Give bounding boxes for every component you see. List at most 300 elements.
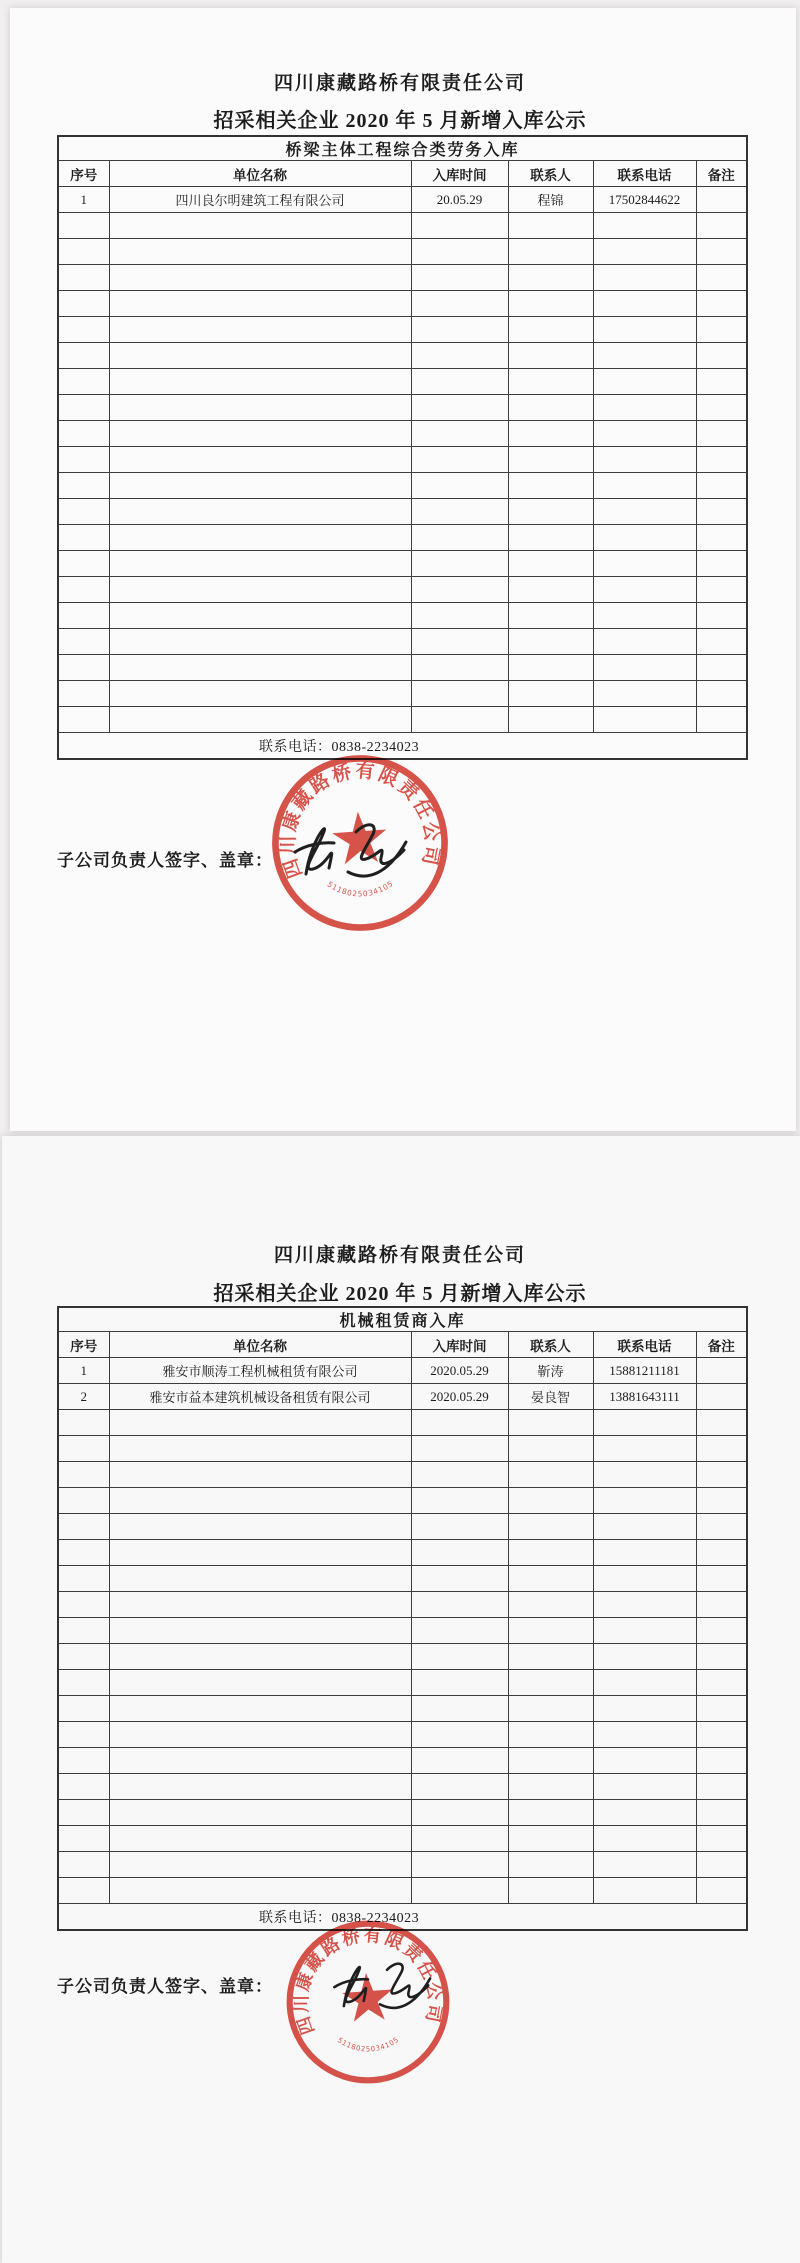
empty-table-row	[58, 447, 747, 473]
table-cell	[508, 551, 593, 577]
table-cell	[109, 265, 411, 291]
table-cell	[696, 395, 747, 421]
table-cell	[696, 473, 747, 499]
table-cell	[593, 1852, 696, 1878]
table-cell	[508, 213, 593, 239]
table-cell	[411, 499, 508, 525]
table-cell	[696, 1644, 747, 1670]
table-cell	[508, 317, 593, 343]
table-cell	[411, 265, 508, 291]
table-cell: 雅安市益本建筑机械设备租赁有限公司	[109, 1384, 411, 1410]
table-cell	[593, 1618, 696, 1644]
table-cell	[508, 395, 593, 421]
column-header: 入库时间	[411, 1332, 508, 1358]
table-cell	[696, 1488, 747, 1514]
table-cell	[411, 1566, 508, 1592]
table-cell	[58, 707, 109, 733]
table-cell	[411, 1410, 508, 1436]
empty-table-row	[58, 1462, 747, 1488]
svg-text:5118025034105	[336, 2031, 402, 2055]
signature-label: 子公司负责人签字、盖章：	[57, 851, 273, 870]
table-cell	[593, 1800, 696, 1826]
table-cell	[696, 447, 747, 473]
table-cell: 2020.05.29	[411, 1358, 508, 1384]
table-cell	[58, 655, 109, 681]
table-cell	[109, 707, 411, 733]
table-cell	[508, 1696, 593, 1722]
table-cell	[508, 603, 593, 629]
empty-table-row	[58, 1852, 747, 1878]
table-cell	[411, 1852, 508, 1878]
table-row	[58, 1384, 747, 1410]
table-cell	[411, 1800, 508, 1826]
table-cell	[411, 369, 508, 395]
table-cell	[109, 317, 411, 343]
table-cell	[593, 1540, 696, 1566]
table-cell	[508, 1540, 593, 1566]
empty-table-row	[58, 1566, 747, 1592]
table-cell: 晏良智	[508, 1384, 593, 1410]
table-cell	[696, 577, 747, 603]
table-cell	[696, 551, 747, 577]
empty-table-row	[58, 1826, 747, 1852]
table-cell	[58, 1670, 109, 1696]
table-cell	[411, 1462, 508, 1488]
table-cell	[508, 1670, 593, 1696]
table-cell	[696, 1852, 747, 1878]
table-cell	[508, 499, 593, 525]
table-cell	[411, 1670, 508, 1696]
table-cell: 13881643111	[593, 1384, 696, 1410]
table-cell	[593, 681, 696, 707]
table-cell	[696, 239, 747, 265]
table-cell	[696, 291, 747, 317]
column-header: 备注	[696, 161, 747, 187]
table-cell	[411, 1748, 508, 1774]
table-cell	[508, 1878, 593, 1904]
table-cell	[109, 1436, 411, 1462]
table-cell	[593, 317, 696, 343]
handwritten-signature	[276, 808, 421, 898]
table-cell	[696, 603, 747, 629]
table-cell	[58, 1436, 109, 1462]
table-cell	[593, 577, 696, 603]
empty-table-row	[58, 343, 747, 369]
table-cell	[696, 421, 747, 447]
table-cell	[58, 499, 109, 525]
table-cell	[696, 1462, 747, 1488]
table-cell	[411, 291, 508, 317]
table-cell	[508, 265, 593, 291]
table-cell	[109, 1774, 411, 1800]
table-cell	[109, 1878, 411, 1904]
table-cell	[508, 1410, 593, 1436]
table-cell	[696, 1774, 747, 1800]
table-cell	[696, 499, 747, 525]
column-header: 备注	[696, 1332, 747, 1358]
empty-table-row	[58, 291, 747, 317]
table-cell	[58, 369, 109, 395]
table-cell	[508, 655, 593, 681]
empty-table-row	[58, 707, 747, 733]
table-cell	[58, 1410, 109, 1436]
page-title: 四川康藏路桥有限责任公司	[273, 73, 526, 94]
table-cell	[696, 1384, 747, 1410]
table-cell	[696, 265, 747, 291]
column-header: 联系电话	[593, 1332, 696, 1358]
table-cell	[696, 343, 747, 369]
table-cell	[411, 1826, 508, 1852]
labor-intake-table-wrap	[57, 135, 748, 760]
table-cell	[593, 291, 696, 317]
table-cell	[58, 1800, 109, 1826]
table-cell	[109, 1410, 411, 1436]
table-cell: 2	[58, 1384, 109, 1410]
table-cell	[109, 473, 411, 499]
empty-table-row	[58, 655, 747, 681]
table-cell	[109, 1670, 411, 1696]
table-cell	[411, 317, 508, 343]
table-cell	[593, 525, 696, 551]
table-cell	[696, 369, 747, 395]
table-cell	[593, 421, 696, 447]
table-cell: 1	[58, 1358, 109, 1384]
seal-serial-number: 5118025034105	[336, 2034, 401, 2054]
supplier-table	[57, 135, 748, 760]
table-cell	[411, 1514, 508, 1540]
empty-table-row	[58, 1644, 747, 1670]
table-cell	[593, 343, 696, 369]
table-cell	[58, 1748, 109, 1774]
table-cell: 2020.05.29	[411, 1384, 508, 1410]
table-cell	[696, 707, 747, 733]
table-cell	[696, 213, 747, 239]
table-cell	[696, 1358, 747, 1384]
table-cell	[58, 447, 109, 473]
table-cell	[58, 1592, 109, 1618]
table-cell	[109, 1566, 411, 1592]
table-cell	[58, 421, 109, 447]
column-header: 单位名称	[109, 1332, 411, 1358]
empty-table-row	[58, 1592, 747, 1618]
table-cell	[411, 1722, 508, 1748]
table-cell	[696, 1826, 747, 1852]
table-cell	[593, 603, 696, 629]
table-cell	[593, 1644, 696, 1670]
empty-table-row	[58, 629, 747, 655]
table-cell	[411, 681, 508, 707]
table-cell	[696, 1540, 747, 1566]
table-cell	[58, 1826, 109, 1852]
table-cell	[411, 577, 508, 603]
signature-label: 子公司负责人签字、盖章：	[57, 1977, 273, 1996]
empty-table-row	[58, 1618, 747, 1644]
table-cell	[109, 1800, 411, 1826]
empty-table-row	[58, 421, 747, 447]
table-cell	[109, 629, 411, 655]
table-cell	[109, 1592, 411, 1618]
table-cell	[411, 343, 508, 369]
table-cell	[593, 1748, 696, 1774]
column-header: 入库时间	[411, 161, 508, 187]
column-header: 单位名称	[109, 161, 411, 187]
table-cell	[411, 1540, 508, 1566]
table-cell	[508, 1774, 593, 1800]
table-cell	[58, 603, 109, 629]
table-cell	[696, 1878, 747, 1904]
table-cell	[411, 603, 508, 629]
table-cell	[696, 1514, 747, 1540]
column-header: 序号	[58, 161, 109, 187]
seal-serial-number: 5118025034105	[325, 878, 396, 899]
table-cell	[508, 1514, 593, 1540]
table-cell	[508, 525, 593, 551]
empty-table-row	[58, 551, 747, 577]
table-cell	[508, 343, 593, 369]
table-cell	[593, 1878, 696, 1904]
empty-table-row	[58, 317, 747, 343]
table-cell	[58, 1514, 109, 1540]
table-cell	[411, 551, 508, 577]
empty-table-row	[58, 1436, 747, 1462]
machinery-rental-table-wrap	[57, 1306, 748, 1931]
table-cell: 17502844622	[593, 187, 696, 213]
table-cell	[593, 1488, 696, 1514]
table-cell	[109, 1618, 411, 1644]
empty-table-row	[58, 1722, 747, 1748]
table-cell	[58, 629, 109, 655]
table-cell	[109, 213, 411, 239]
table-cell	[508, 369, 593, 395]
table-cell	[58, 1488, 109, 1514]
table-cell	[593, 1462, 696, 1488]
table-cell	[58, 1618, 109, 1644]
table-cell	[696, 1436, 747, 1462]
table-cell	[411, 1592, 508, 1618]
table-cell	[593, 447, 696, 473]
table-cell	[58, 473, 109, 499]
table-cell	[696, 1618, 747, 1644]
table-cell: 15881211181	[593, 1358, 696, 1384]
table-cell: 四川良尔明建筑工程有限公司	[109, 187, 411, 213]
table-cell	[58, 1540, 109, 1566]
empty-table-row	[58, 1800, 747, 1826]
table-cell	[58, 1722, 109, 1748]
table-cell	[508, 1488, 593, 1514]
table-cell	[593, 707, 696, 733]
table-cell: 雅安市顺涛工程机械租赁有限公司	[109, 1358, 411, 1384]
table-cell	[696, 681, 747, 707]
table-cell	[593, 395, 696, 421]
empty-table-row	[58, 239, 747, 265]
table-footer-note: 联系电话：0838-2234023	[58, 733, 747, 760]
table-cell	[508, 629, 593, 655]
page-subtitle: 招采相关企业 2020 年 5 月新增入库公示	[213, 1283, 587, 1305]
handwritten-signature	[318, 1948, 443, 2028]
table-cell	[58, 525, 109, 551]
table-cell	[696, 1592, 747, 1618]
empty-table-row	[58, 603, 747, 629]
empty-table-row	[58, 1696, 747, 1722]
table-cell	[508, 1618, 593, 1644]
empty-table-row	[58, 213, 747, 239]
table-cell	[58, 1462, 109, 1488]
table-cell	[411, 1878, 508, 1904]
table-cell	[593, 1826, 696, 1852]
table-cell	[696, 655, 747, 681]
table-footer-note: 联系电话：0838-2234023	[58, 1904, 747, 1931]
table-cell	[109, 369, 411, 395]
table-cell	[109, 1852, 411, 1878]
empty-table-row	[58, 473, 747, 499]
column-header: 联系电话	[593, 161, 696, 187]
table-cell	[58, 343, 109, 369]
table-cell	[411, 447, 508, 473]
table-cell	[58, 291, 109, 317]
table-cell	[593, 629, 696, 655]
table-cell: 程锦	[508, 187, 593, 213]
table-cell	[411, 213, 508, 239]
table-cell	[508, 1566, 593, 1592]
table-cell	[593, 551, 696, 577]
table-cell	[508, 1436, 593, 1462]
table-cell	[109, 499, 411, 525]
empty-table-row	[58, 577, 747, 603]
table-cell	[508, 1748, 593, 1774]
table-cell	[508, 291, 593, 317]
table-cell	[58, 577, 109, 603]
table-cell	[109, 291, 411, 317]
table-cell	[109, 395, 411, 421]
table-cell	[411, 707, 508, 733]
table-cell	[508, 1826, 593, 1852]
table-cell	[593, 1410, 696, 1436]
table-cell	[411, 421, 508, 447]
table-cell	[109, 525, 411, 551]
table-cell	[411, 629, 508, 655]
empty-table-row	[58, 1748, 747, 1774]
table-cell	[508, 421, 593, 447]
table-cell	[593, 473, 696, 499]
empty-table-row	[58, 1514, 747, 1540]
table-cell	[508, 1722, 593, 1748]
table-cell	[411, 1696, 508, 1722]
seal-ring-text: 四川康藏路桥有限责任公司	[278, 760, 443, 881]
table-cell	[593, 1436, 696, 1462]
table-cell	[508, 473, 593, 499]
table-cell	[411, 655, 508, 681]
page-subtitle: 招采相关企业 2020 年 5 月新增入库公示	[213, 110, 587, 132]
empty-table-row	[58, 395, 747, 421]
empty-table-row	[58, 1774, 747, 1800]
table-cell	[508, 1592, 593, 1618]
table-cell	[593, 655, 696, 681]
empty-table-row	[58, 1488, 747, 1514]
table-cell	[593, 1696, 696, 1722]
table-cell	[696, 629, 747, 655]
table-cell	[411, 525, 508, 551]
table-cell	[109, 551, 411, 577]
table-cell	[696, 1748, 747, 1774]
empty-table-row	[58, 525, 747, 551]
table-cell	[109, 343, 411, 369]
table-cell	[508, 1644, 593, 1670]
column-header: 序号	[58, 1332, 109, 1358]
page-title: 四川康藏路桥有限责任公司	[273, 1245, 526, 1266]
table-cell	[411, 473, 508, 499]
table-cell	[58, 265, 109, 291]
table-cell	[593, 369, 696, 395]
table-cell	[411, 395, 508, 421]
table-cell	[508, 447, 593, 473]
table-cell	[58, 239, 109, 265]
empty-table-row	[58, 1540, 747, 1566]
empty-table-row	[58, 1410, 747, 1436]
table-row	[58, 187, 747, 213]
table-cell	[696, 1722, 747, 1748]
table-cell	[696, 317, 747, 343]
table-cell	[411, 239, 508, 265]
supplier-table	[57, 1306, 748, 1931]
table-section-title: 桥梁主体工程综合类劳务入库	[58, 136, 747, 161]
table-cell	[58, 1878, 109, 1904]
table-cell	[109, 603, 411, 629]
table-cell	[109, 1722, 411, 1748]
table-cell	[696, 187, 747, 213]
table-cell	[109, 421, 411, 447]
table-cell	[109, 1514, 411, 1540]
table-cell	[411, 1618, 508, 1644]
table-cell	[593, 1722, 696, 1748]
table-cell	[58, 213, 109, 239]
column-header: 联系人	[508, 1332, 593, 1358]
table-cell	[58, 317, 109, 343]
table-cell	[109, 1488, 411, 1514]
seal-ring-text: 四川康藏路桥有限责任公司	[291, 1924, 446, 2038]
empty-table-row	[58, 265, 747, 291]
table-cell: 靳涛	[508, 1358, 593, 1384]
empty-table-row	[58, 681, 747, 707]
table-cell	[593, 499, 696, 525]
table-cell	[696, 1696, 747, 1722]
table-cell	[508, 1462, 593, 1488]
empty-table-row	[58, 369, 747, 395]
table-cell	[696, 1566, 747, 1592]
table-cell	[109, 577, 411, 603]
table-cell	[508, 577, 593, 603]
table-row	[58, 1358, 747, 1384]
table-cell	[593, 239, 696, 265]
table-cell	[58, 1852, 109, 1878]
table-cell	[58, 1696, 109, 1722]
table-cell	[508, 239, 593, 265]
empty-table-row	[58, 499, 747, 525]
table-cell	[109, 1462, 411, 1488]
table-cell	[696, 1410, 747, 1436]
table-cell	[593, 1514, 696, 1540]
table-cell	[696, 1800, 747, 1826]
table-cell	[109, 239, 411, 265]
table-cell	[593, 1566, 696, 1592]
table-cell	[593, 1774, 696, 1800]
column-header: 联系人	[508, 161, 593, 187]
table-cell	[58, 1774, 109, 1800]
table-cell	[508, 681, 593, 707]
table-cell	[411, 1644, 508, 1670]
table-section-title: 机械租赁商入库	[58, 1307, 747, 1332]
table-cell	[411, 1774, 508, 1800]
table-cell	[109, 1540, 411, 1566]
